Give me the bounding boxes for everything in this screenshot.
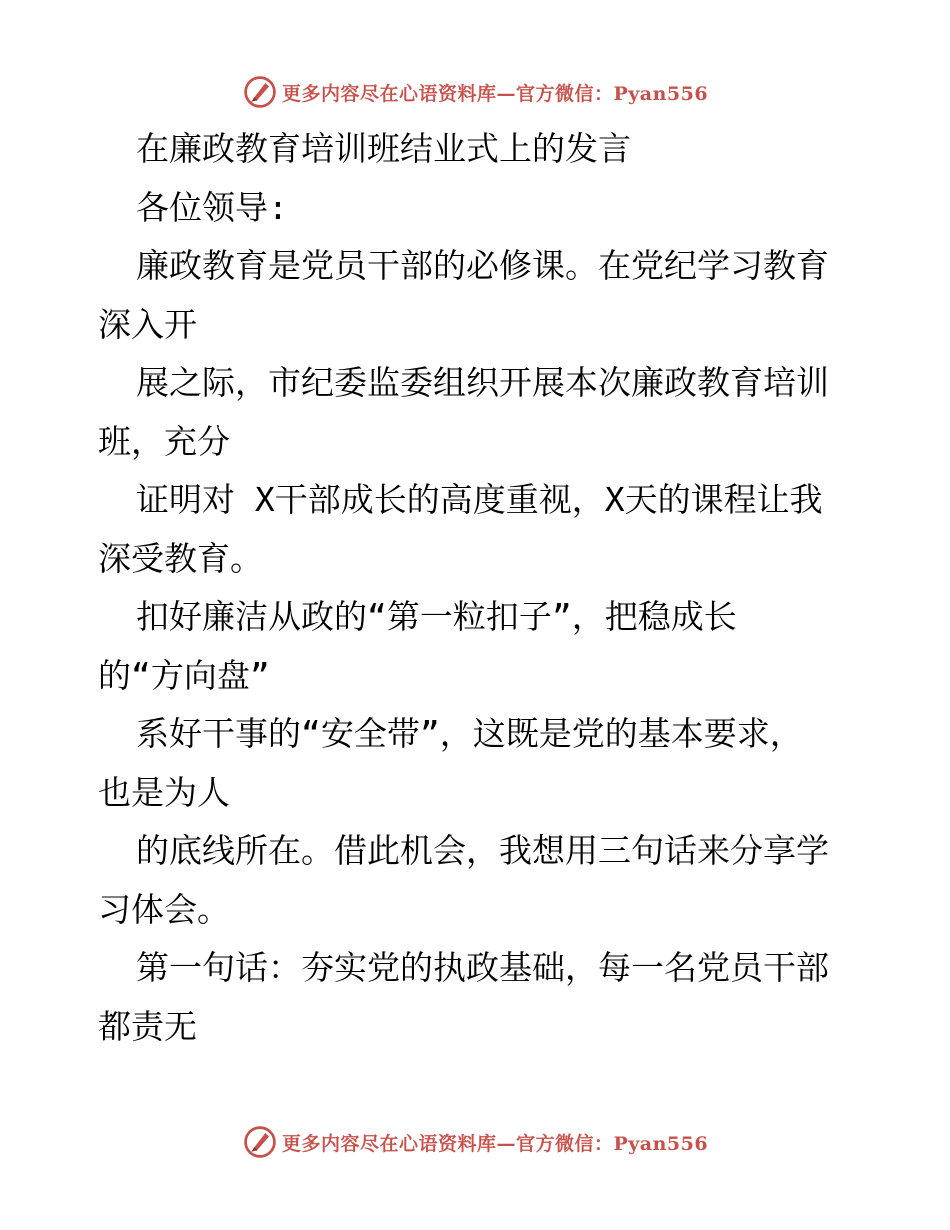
paragraph-line: 的底线所在。借此机会，我想用三句话来分享学 <box>136 831 829 870</box>
paragraph-line: 都责无 <box>98 1006 197 1046</box>
paragraph-line: 证明对 X干部成长的高度重视，X天的课程让我 <box>136 480 823 519</box>
paragraph-line: 第一句话：夯实党的执政基础，每一名党员干部 <box>136 948 829 987</box>
footer-banner <box>0 1124 950 1160</box>
paragraph-line: 习体会。 <box>98 889 230 929</box>
paragraph-line: 深受教育。 <box>98 538 263 578</box>
document-title: 在廉政教育培训班结业式上的发言 <box>136 129 631 168</box>
paragraph-line: 的“方向盘” <box>98 655 270 695</box>
document-body <box>98 120 858 1056</box>
paragraph-line: 深入开 <box>98 304 197 344</box>
footer-banner-text: 更多内容尽在心语资料库—官方微信：Pyan556 <box>281 1132 709 1155</box>
header-banner <box>0 74 950 110</box>
paragraph-line: 系好干事的“安全带”，这既是党的基本要求， <box>136 714 803 753</box>
paragraph-line: 展之际，市纪委监委组织开展本次廉政教育培训 <box>136 363 829 402</box>
header-banner-text: 更多内容尽在心语资料库—官方微信：Pyan556 <box>281 82 709 105</box>
pen-nib-logo-icon <box>242 1124 278 1160</box>
paragraph-line: 廉政教育是党员干部的必修课。在党纪学习教育 <box>136 246 829 285</box>
pen-nib-logo-icon <box>242 74 278 110</box>
salutation: 各位领导: <box>136 187 288 227</box>
paragraph-line: 班，充分 <box>98 421 230 461</box>
paragraph-line: 扣好廉洁从政的“第一粒扣子”，把稳成长 <box>136 597 737 636</box>
paragraph-line: 也是为人 <box>98 772 230 812</box>
